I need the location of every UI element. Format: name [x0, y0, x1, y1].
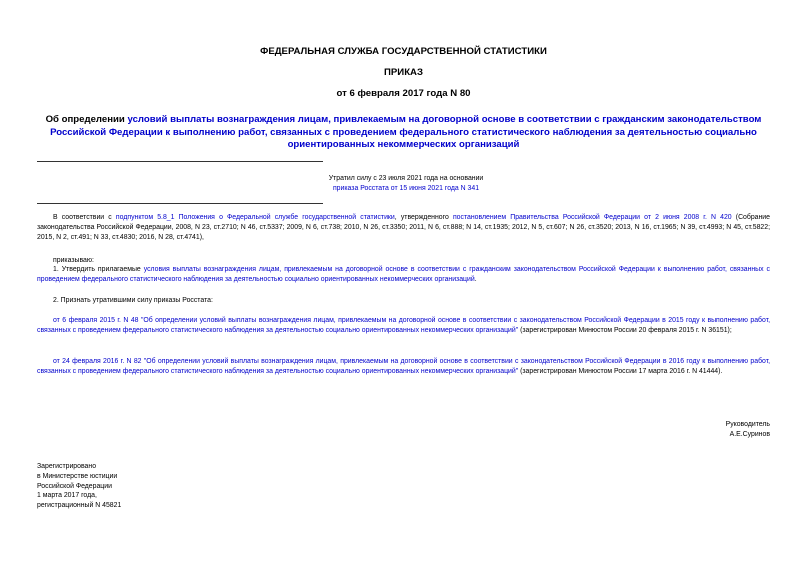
registration-line-3: Российской Федерации — [37, 482, 112, 490]
preamble-text-a: В соответствии с — [53, 214, 116, 221]
item-1-text-b: . — [474, 275, 477, 283]
separator-bottom — [37, 203, 323, 204]
status-line: Утратил силу с 23 июля 2021 года на основании — [328, 175, 484, 182]
repealed-order-1-text: (зарегистрирован Минюстом России 20 февраля 2015 г. N 36151); — [518, 326, 732, 334]
order-word: приказываю: — [53, 257, 94, 264]
registration-line-2: в Министерстве юстиции — [37, 472, 118, 480]
regulation-link[interactable]: подпунктом 5.8_1 Положения о Федеральной службе государственной статистики — [115, 214, 395, 221]
document-title — [40, 114, 767, 152]
registration-line-4: 1 марта 2017 года, — [37, 492, 97, 500]
repealed-order-1-link[interactable]: от 6 февраля 2015 г. N 48 "Об определении условий выплаты вознаграждения лицам, привлекаемым на договорной основе в соответствии с законодательством Российской Федерации в 2015 году к выполнению работ, связанных с проведением федерального статистического наблюдения за деятельностью социально ориентированных некоммерческих организаций" — [37, 317, 770, 334]
repealed-order-2-link[interactable]: от 24 февраля 2016 г. N 82 "Об определении условий выплаты вознаграждения лицам, привлекаемым на договорной основе в соответствии с законодательством Российской Федерации в 2016 году к выполнению работ, связанных с проведением федерального статистического наблюдения за деятельностью социально ориентированных некоммерческих организаций" — [37, 358, 770, 375]
preamble-text-b: , утвержденного — [394, 214, 453, 221]
signature-name: А.Е.Суринов — [729, 431, 770, 438]
registration-block — [37, 462, 121, 511]
signature-role: Руководитель — [725, 421, 770, 428]
document-type: ПРИКАЗ — [384, 67, 423, 78]
item-2-paragraph: 2. Признать утратившими силу приказы Росстата: — [53, 297, 213, 304]
preamble-paragraph — [37, 213, 770, 242]
registration-line-1: Зарегистрировано — [37, 463, 97, 470]
status-link[interactable]: приказа Росстата от 15 июня 2021 года N 341 — [332, 185, 480, 192]
repealed-order-2-text: (зарегистрирован Минюстом России 17 марта 2016 г. N 41444). — [518, 367, 723, 375]
preamble-text-c: (Собрание законодательства Российской Федерации, 2008, N 23, ст.2710; N 46, ст.5337; 2009, N 6, ст.738; 2010, N 26, ст.3350; 2011, N 6, ст.888; N 14, ст.1935; 2012, N 5, ст.607; N 26, ст.3520; 2013, N 16, ст.1965; N 39, ст.4993; N 45, ст.5822; 2015, N 2, ст.491; N 33, ст.4830; 2016, N 28, ст.4741), — [37, 214, 770, 241]
separator-top — [37, 161, 323, 162]
government-decree-link[interactable]: постановлением Правительства Российской Федерации от 2 июня 2008 г. N 420 — [452, 214, 732, 221]
repealed-order-2 — [37, 357, 770, 377]
repealed-order-1 — [37, 316, 770, 336]
title-prefix: Об определении — [45, 114, 128, 125]
agency-name: ФЕДЕРАЛЬНАЯ СЛУЖБА ГОСУДАРСТВЕННОЙ СТАТИСТИКИ — [260, 46, 547, 57]
document-date-number: от 6 февраля 2017 года N 80 — [336, 88, 471, 99]
registration-line-5: регистрационный N 45821 — [37, 502, 122, 510]
item-1-text-a: 1. Утвердить прилагаемые — [53, 266, 144, 273]
item-1-paragraph — [37, 265, 770, 285]
title-link[interactable]: условий выплаты вознаграждения лицам, привлекаемым на договорной основе в соответствии с гражданским законодательством Российской Федерации к выполнению работ, связанных с проведением федерального статистического наблюдения за деятельностью социально ориентированных некоммерческих организаций — [50, 114, 762, 150]
conditions-link[interactable]: условия выплаты вознаграждения лицам, привлекаемым на договорной основе в соответствии с гражданским законодательством Российской Федерации к выполнению работ, связанных с проведением федерального статистического наблюдения за деятельностью социально ориентированных некоммерческих организаций — [37, 266, 770, 283]
